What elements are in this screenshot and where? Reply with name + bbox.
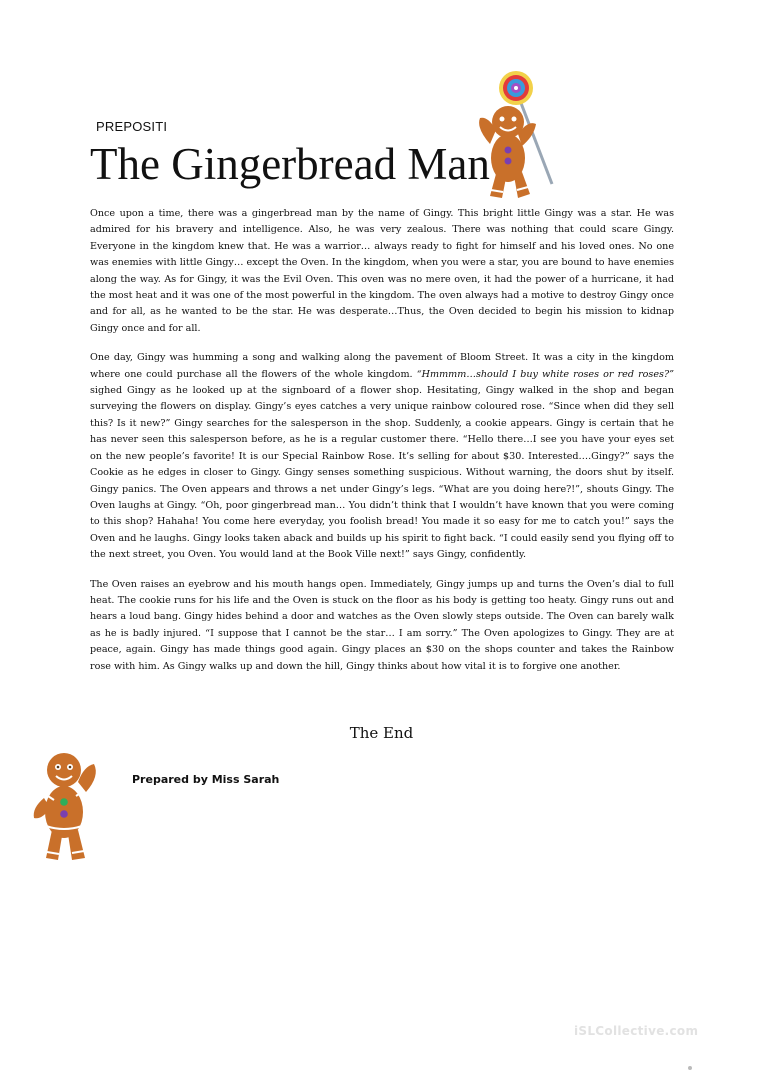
story-paragraph-3: The Oven raises an eyebrow and his mouth hangs open. Immediately, Gingy jumps up and turns the Oven’s dial to full heat. The cookie runs for his life and the Oven is stuck on the floor as his body is getting too heaty. Gingy runs out and hears a loud bang. Gingy hides behind a door and watches as the Oven slowly steps outside. The Oven can barely walk as he is badly injured. “I suppose that I cannot be the star… I am sorry.” The Oven apologizes to Gingy. They are at peace, again. Gingy has made things good again. Gingy places an $30 on the shops counter and takes the Rainbow rose with him. As Gingy walks up and down the hill, Gingy thinks about how vital it is to forgive one another. (90, 578, 674, 672)
page-title: The Gingerbread Man (90, 139, 490, 189)
story-text-run: One day, Gingy was humming a song and walking along the pavement of Bloom Street. It was a city in the kingdom where one could purchase all the flowers of the whole kingdom. (90, 352, 674, 380)
story-paragraph-1: Once upon a time, there was a gingerbread man by the name of Gingy. This bright little Gingy was a star. He was admired for his bravery and intelligence. Also, he was very zealous. There was nothing that could scare Gingy. Everyone in the kingdom knew that. He was a warrior… always ready to fight for himself and his loved ones. No one was enemies with little Gingy… except the Oven. In the kingdom, when you were a star, you are bound to have enemies along the way. As for Gingy, it was the Evil Oven. This oven was no mere oven, it had the power of a hurricane, it had the most heat and it was one of the most powerful in the kingdom. The oven always had a motive to destroy Gingy once and for all, as he wanted to be the star. He was desperate…Thus, the Oven decided to begin his mission to kidnap Gingy once and for all. (90, 208, 674, 334)
story-thought-italic: “Hmmmm…should I buy white roses or red roses?” (416, 368, 675, 380)
watermark-logo: iSLCollective.com (574, 1024, 699, 1038)
gingerbread-lollipop-icon (470, 66, 562, 201)
decorative-dot (688, 1066, 692, 1070)
story-text (90, 206, 674, 688)
the-end-heading: The End (349, 724, 414, 742)
worksheet-label: PREPOSITI (96, 119, 168, 134)
author-credit: Prepared by Miss Sarah (132, 773, 280, 786)
story-paragraph-2 (90, 350, 674, 563)
story-text-run: sighed Gingy as he looked up at the signboard of a flower shop. Hesitating, Gingy walked in the shop and began surveying the flowers on display. Gingy’s eyes catches a very unique rainbow coloured rose. “Since when did they sell this? Is it new?” Gingy searches for the salesperson in the shop. Suddenly, a cookie appears. Gingy is certain that he has never seen this salesperson before, as he is a regular customer there. “Hello there…I see you have your eyes set on the new people’s favorite! It is our Special Rainbow Rose. It’s selling for about $30. Interested….Gingy?” says the Cookie as he edges in closer to Gingy. Gingy senses something suspicious. Without warning, the doors shut by itself. Gingy panics. The Oven appears and throws a net under Gingy’s legs. “What are you doing here?!”, shouts Gingy. The Oven laughs at Gingy. “Oh, poor gingerbread man… You didn’t think that I wouldn’t have known that you were coming to this shop? Hahaha! You come here everyday, you foolish bread! You made it so easy for me to catch you!” says the Oven and he laughs. Gingy looks taken aback and builds up his spirit to fight back. “I could easily send you flying off to the next street, you Oven. You would land at the Book Ville next!” says Gingy, confidently. (90, 385, 674, 561)
gingerbread-man-icon (30, 746, 104, 862)
